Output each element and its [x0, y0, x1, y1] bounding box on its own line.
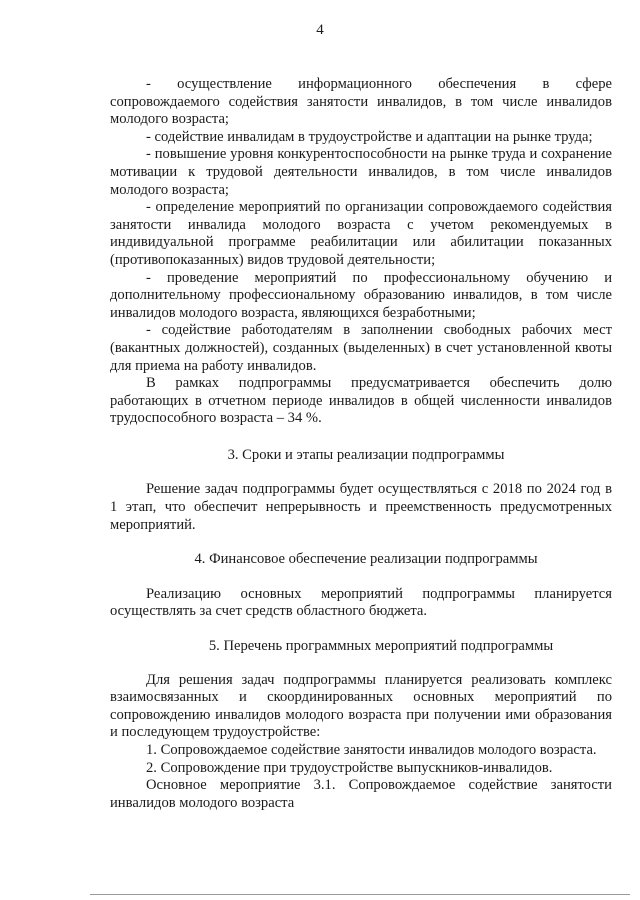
section2-continuation: [110, 76, 612, 428]
section3-paragraph: Решение задач подпрограммы будет осуществляться с 2018 по 2024 год в 1 этап, что обеспечит непрерывность и преемственность предусмотренных мероприятий.: [110, 481, 612, 533]
list-item: - повышение уровня конкурентоспособности на рынке труда и сохранение мотивации к трудовой деятельности инвалидов, в том числе инвалидов молодого возраста;: [110, 146, 612, 198]
main-activity-paragraph: Основное мероприятие 3.1. Сопровождаемое содействие занятости инвалидов молодого возраста: [110, 777, 612, 811]
list-item: 2. Сопровождение при трудоустройстве выпускников-инвалидов.: [146, 759, 553, 776]
list-item: - содействие работодателям в заполнении свободных рабочих мест (вакантных должностей), созданных (выделенных) в счет установленной квоты для приема на работу инвалидов.: [110, 322, 612, 374]
closing-paragraph: В рамках подпрограммы предусматривается обеспечить долю работающих в отчетном периоде инвалидов в общей численности инвалидов трудоспособного возраста – 34 %.: [110, 375, 612, 427]
section3-heading: 3. Сроки и этапы реализации подпрограммы: [227, 446, 505, 463]
list-item: - осуществление информационного обеспечения в сфере сопровождаемого содействия занятости инвалидов, в том числе инвалидов молодого возраста;: [110, 76, 612, 128]
section5-heading: 5. Перечень программных мероприятий подпрограммы: [208, 638, 554, 655]
section4-heading: 4. Финансовое обеспечение реализации подпрограммы: [194, 551, 538, 568]
list-item: - проведение мероприятий по профессиональному обучению и дополнительному профессиональному образованию инвалидов, в том числе инвалидов молодого возраста, являющихся безработными;: [110, 269, 612, 321]
bottom-rule: [90, 894, 630, 895]
list-item: - содействие инвалидам в трудоустройстве и адаптации на рынке труда;: [146, 128, 593, 145]
section4-paragraph: Реализацию основных мероприятий подпрограммы планируется осуществлять за счет средств областного бюджета.: [110, 585, 612, 620]
list-item: - определение мероприятий по организации сопровождаемого содействия занятости инвалида молодого возраста с учетом рекомендуемых в индивидуальной программе реабилитации или абилитации показанных (противопоказанных) видов трудовой деятельности;: [110, 199, 612, 268]
document-body: [110, 76, 612, 812]
page-number: 4: [316, 22, 324, 38]
section5-intro: Для решения задач подпрограммы планируется реализовать комплекс взаимосвязанных и скоординированных основных мероприятий по сопровождению инвалидов молодого возраста при получении ими образования и последующем трудоустройстве:: [110, 671, 612, 741]
list-item: 1. Сопровождаемое содействие занятости инвалидов молодого возраста.: [146, 742, 597, 758]
